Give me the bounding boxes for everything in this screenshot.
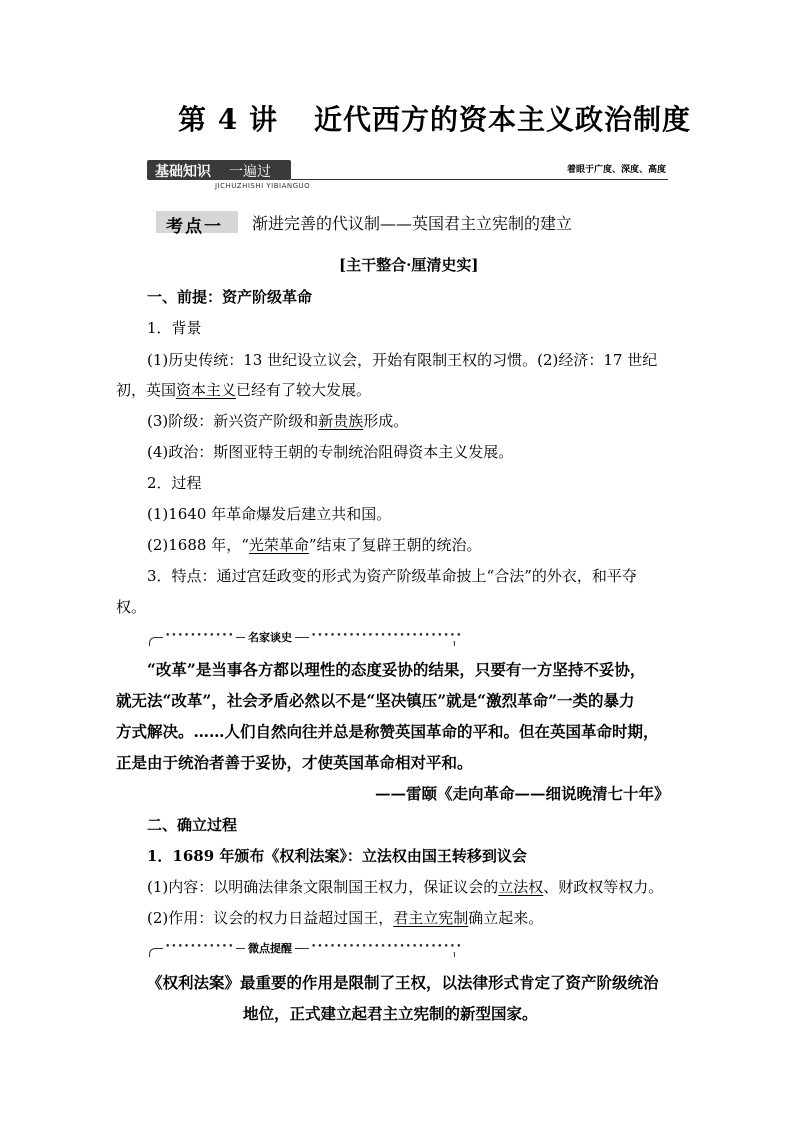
divider-dots: ••••••••••••••••••••••••: [311, 631, 463, 641]
text-segment: ”结束了复辟王朝的统治。: [308, 536, 482, 554]
banner-pinyin: JICHUZHISHI YIBIANGUO: [215, 182, 311, 190]
mingjia-divider: [149, 631, 463, 645]
banner-note: 着眼于广度、深度、高度: [566, 165, 666, 175]
title-text: 近代西方的资本主义政治制度: [313, 103, 691, 136]
text-segment: (2)作用：议会的权力日益超过国王，: [147, 909, 394, 927]
mingjia-label: 名家谈史: [245, 629, 295, 645]
divider-dots: •••••••••••: [165, 631, 235, 641]
text-segment: (1)内容：以明确法律条文限制国王权力，保证议会的: [147, 878, 499, 896]
quote-line3: 方式解决。……人们自然向往并总是称赞英国革命的平和。但在英国革命时期，: [116, 722, 659, 741]
underlined-term: 光荣革命: [248, 536, 309, 554]
underlined-term: 新贵族: [318, 412, 364, 430]
sec2-sub1: 1．1689 年颁布《权利法案》：立法权由国王转移到议会: [147, 847, 527, 865]
quote-line1: “改革”是当事各方都以理性的态度妥协的结果，只要有一方坚持不妥协，: [147, 660, 646, 679]
quote-line4: 正是由于统治者善于妥协，才使英国革命相对平和。: [116, 753, 473, 772]
quote-source: ——雷颐《走向革命——细说晚清七十年》: [375, 784, 670, 803]
underlined-term: 资本主义: [176, 381, 237, 399]
text-segment: 、财政权等权力。: [543, 878, 664, 896]
sec1-line1: (1)历史传统：13 世纪设立议会，开始有限制王权的习惯。(2)经济：17 世纪: [147, 351, 658, 369]
banner-label: 基础知识: [155, 164, 211, 180]
sec1-line6: [147, 534, 482, 555]
sec2-heading: 二、确立过程: [147, 816, 238, 834]
section-banner: [147, 158, 668, 188]
sec2-line2: [147, 907, 543, 928]
banner-rule: [291, 179, 668, 180]
text-segment: 确立起来。: [468, 909, 544, 927]
banner-bar: [147, 160, 291, 180]
text-segment: 初，英国: [116, 381, 177, 399]
sec1-line5: (1)1640 年革命爆发后建立共和国。: [147, 505, 392, 523]
banner-label-suffix: 一遍过: [229, 164, 271, 180]
text-segment: 已经有了较大发展。: [236, 381, 372, 399]
sec1-line8: 权。: [116, 598, 147, 616]
sec1-heading: 一、前提：资产阶级革命: [147, 288, 313, 306]
weidian-divider: [149, 942, 463, 956]
page-title: [178, 98, 691, 138]
text-segment: 形成。: [363, 412, 409, 430]
sec1-sub1: 1．背景: [147, 319, 202, 337]
text-segment: (2)1688 年，“: [147, 536, 249, 554]
sec1-line2: [116, 379, 371, 400]
underlined-term: 君主立宪制: [393, 909, 469, 927]
kaodian-title: 渐进完善的代议制——英国君主立宪制的建立: [252, 214, 573, 233]
kaodian-label: 考点一: [166, 217, 223, 237]
sec1-line4: (4)政治：斯图亚特王朝的专制统治阻碍资本主义发展。: [147, 443, 514, 461]
text-segment: (3)阶级：新兴资产阶级和: [147, 412, 319, 430]
divider-dots: ••••••••••••••••••••••••: [311, 942, 463, 952]
quote-line2: 就无法“改革”，社会矛盾必然以不是“坚决镇压”就是“激烈革命”一类的暴力: [116, 691, 635, 710]
sec1-line7: 3．特点：通过宫廷政变的形式为资产阶级革命披上“合法”的外衣，和平夺: [147, 567, 637, 585]
kaodian-badge: [156, 211, 238, 237]
sec1-line3: [147, 410, 408, 431]
tip-line1: 《权利法案》最重要的作用是限制了王权，以法律形式肯定了资产阶级统治: [147, 973, 659, 992]
tip-line2: 地位，正式建立起君主立宪制的新型国家。: [243, 1004, 538, 1023]
weidian-label: 微点提醒: [245, 940, 295, 956]
sec1-sub2: 2．过程: [147, 474, 202, 492]
section-header: [主干整合·厘清史实]: [339, 256, 479, 274]
sec2-line1: [147, 876, 663, 897]
title-lecture-number: 第 4 讲: [178, 103, 278, 136]
underlined-term: 立法权: [498, 878, 544, 896]
divider-dots: •••••••••••: [165, 942, 235, 952]
